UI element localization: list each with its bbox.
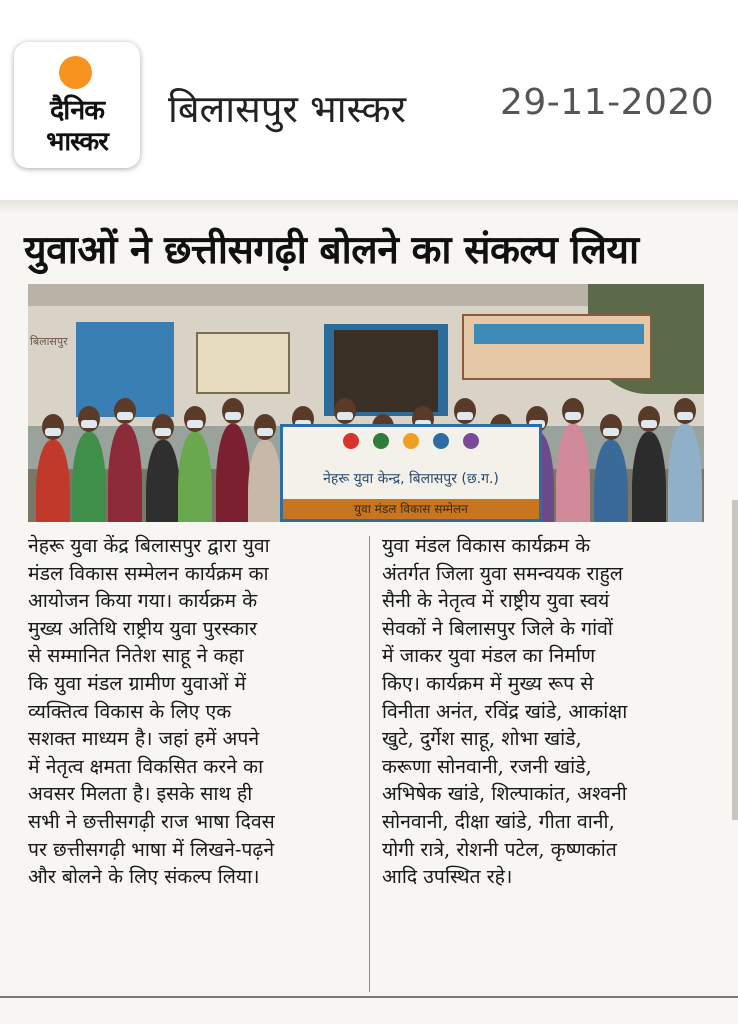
article-column-right xyxy=(382,532,717,891)
person xyxy=(632,432,666,522)
person xyxy=(668,424,702,522)
person xyxy=(36,440,70,522)
article-line: अभिषेक खांडे, शिल्पाकांत, अश्वनी xyxy=(382,782,627,806)
face-mask xyxy=(257,428,273,436)
face-mask xyxy=(187,420,203,428)
article-line: करूणा सोनवानी, रजनी खांडे, xyxy=(382,754,592,778)
article-line: और बोलने के लिए संकल्प लिया। xyxy=(28,865,260,889)
person xyxy=(146,440,180,522)
face-mask xyxy=(81,420,97,428)
article-line: में नेतृत्व क्षमता विकसित करने का xyxy=(28,754,264,778)
banner-strip-text: युवा मंडल विकास सम्मेलन xyxy=(354,502,468,516)
article-line: सोनवानी, दीक्षा खांडे, गीता वानी, xyxy=(382,809,615,833)
emblem-icon xyxy=(463,433,479,449)
banner-text: नेहरू युवा केन्द्र, बिलासपुर (छ.ग.) xyxy=(323,471,499,487)
person-head xyxy=(254,414,276,440)
banner-emblems xyxy=(343,433,483,455)
clipping-torn-edge xyxy=(0,200,738,214)
logo-text-line2: भास्कर xyxy=(46,127,108,157)
person xyxy=(248,440,282,522)
article-column-left xyxy=(28,532,363,891)
column-divider xyxy=(369,536,370,992)
face-mask xyxy=(603,428,619,436)
person-head xyxy=(638,406,660,432)
article-line: पर छत्तीसगढ़ी भाषा में लिखने-पढ़ने xyxy=(28,837,275,861)
emblem-icon xyxy=(403,433,419,449)
person xyxy=(216,424,250,522)
article-line: से सम्मानित नितेश साहू ने कहा xyxy=(28,644,244,668)
article-line: सशक्त माध्यम है। जहां हमें अपने xyxy=(28,727,260,751)
person xyxy=(556,424,590,522)
app-header xyxy=(0,0,738,195)
logo-text-line1: दैनिक xyxy=(49,95,105,126)
article-line: व्यक्तित्व विकास के लिए एक xyxy=(28,699,232,723)
person-head xyxy=(222,398,244,424)
article-line: अवसर मिलता है। इसके साथ ही xyxy=(28,782,253,806)
newspaper-clipping xyxy=(0,200,738,1024)
person-head xyxy=(114,398,136,424)
person-head xyxy=(454,398,476,424)
person-head xyxy=(184,406,206,432)
article-line: मुख्य अतिथि राष्ट्रीय युवा पुरस्कार xyxy=(28,616,258,640)
face-mask xyxy=(337,412,353,420)
person-head xyxy=(562,398,584,424)
article-line: अंतर्गत जिला युवा समन्वयक राहुल xyxy=(382,561,623,585)
person xyxy=(72,432,106,522)
article-line: सैनी के नेतृत्व में राष्ट्रीय युवा स्वयं xyxy=(382,589,610,613)
article-line: युवा मंडल विकास कार्यक्रम के xyxy=(382,534,591,557)
banner-strip xyxy=(283,499,539,519)
edition-date: 29-11-2020 xyxy=(500,82,715,123)
face-mask xyxy=(677,412,693,420)
article-line: विनीता अनंत, रविंद्र खांडे, आकांक्षा xyxy=(382,699,628,723)
person-head xyxy=(674,398,696,424)
person xyxy=(594,440,628,522)
emblem-icon xyxy=(433,433,449,449)
person-head xyxy=(152,414,174,440)
article-line: किए। कार्यक्रम में मुख्य रूप से xyxy=(382,671,594,695)
article-line: नेहरू युवा केंद्र बिलासपुर द्वारा युवा xyxy=(28,534,270,557)
article-line: में जाकर युवा मंडल का निर्माण xyxy=(382,644,596,668)
article-line: मंडल विकास सम्मेलन कार्यक्रम का xyxy=(28,561,269,585)
wall-sign: बिलासपुर xyxy=(30,335,68,348)
face-mask xyxy=(457,412,473,420)
bottom-rule xyxy=(0,996,738,998)
article-photo xyxy=(28,284,704,522)
person-head xyxy=(600,414,622,440)
event-banner xyxy=(280,424,542,522)
article-line: सभी ने छत्तीसगढ़ी राज भाषा दिवस xyxy=(28,809,275,833)
face-mask xyxy=(117,412,133,420)
edition-title: बिलासपुर भास्कर xyxy=(168,87,407,131)
person-head xyxy=(42,414,64,440)
person xyxy=(108,424,142,522)
page-edge xyxy=(732,500,738,820)
article-headline: युवाओं ने छत्तीसगढ़ी बोलने का संकल्प लिया xyxy=(24,227,639,273)
article-line: सेवकों ने बिलासपुर जिले के गांवों xyxy=(382,616,613,640)
article-line: योगी रात्रे, रोशनी पटेल, कृष्णकांत xyxy=(382,837,617,861)
face-mask xyxy=(45,428,61,436)
face-mask xyxy=(641,420,657,428)
article-line: आदि उपस्थित रहे। xyxy=(382,865,513,889)
article-line: खुटे, दुर्गेश साहू, शोभा खांडे, xyxy=(382,727,582,751)
dainik-bhaskar-logo[interactable] xyxy=(14,42,140,168)
person-head xyxy=(78,406,100,432)
person xyxy=(178,432,212,522)
emblem-icon xyxy=(373,433,389,449)
face-mask xyxy=(225,412,241,420)
face-mask xyxy=(565,412,581,420)
article-line: आयोजन किया गया। कार्यक्रम के xyxy=(28,589,258,613)
person-head xyxy=(334,398,356,424)
emblem-icon xyxy=(343,433,359,449)
article-line: कि युवा मंडल ग्रामीण युवाओं में xyxy=(28,671,246,695)
face-mask xyxy=(155,428,171,436)
sun-icon xyxy=(59,56,92,89)
wall-poster xyxy=(196,332,290,394)
